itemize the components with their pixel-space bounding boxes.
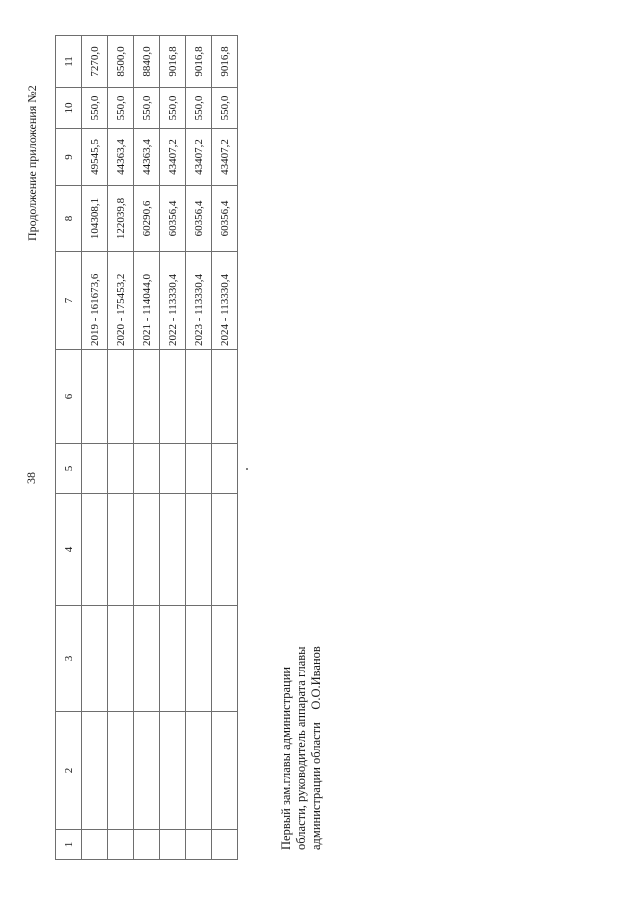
- table-row: [82, 36, 108, 860]
- table-cell: 104308,1: [82, 186, 108, 252]
- table-cell: [160, 494, 186, 606]
- table-cell: [134, 494, 160, 606]
- table-cell: 550,0: [186, 88, 212, 129]
- table-cell: [160, 830, 186, 860]
- signature-line: области, руководитель аппарата главы: [294, 646, 308, 850]
- table-cell: [160, 444, 186, 494]
- column-header: 8: [56, 186, 82, 252]
- table-cell: [82, 350, 108, 444]
- table-cell: [160, 350, 186, 444]
- table-cell: [108, 830, 134, 860]
- table-cell: [186, 444, 212, 494]
- column-header: 10: [56, 88, 82, 129]
- table-cell: 44363,4: [134, 129, 160, 186]
- table-cell: [160, 606, 186, 712]
- table-cell: [134, 712, 160, 830]
- column-header: 1: [56, 830, 82, 860]
- column-header: 5: [56, 444, 82, 494]
- table-cell: 550,0: [212, 88, 238, 129]
- table-cell: [82, 830, 108, 860]
- table-cell: 8500,0: [108, 36, 134, 88]
- table-cell: 43407,2: [186, 129, 212, 186]
- table-row: [186, 36, 212, 860]
- column-header: 3: [56, 606, 82, 712]
- table-cell: 60290,6: [134, 186, 160, 252]
- table-row: [108, 36, 134, 860]
- table-cell: [186, 494, 212, 606]
- table-cell: [82, 494, 108, 606]
- year-total-cell: 2020 - 175453,2: [108, 252, 134, 350]
- table-cell: [108, 350, 134, 444]
- table-cell: 60356,4: [212, 186, 238, 252]
- table-cell: [82, 444, 108, 494]
- table-cell: [134, 444, 160, 494]
- table-cell: [108, 606, 134, 712]
- table-cell: [134, 350, 160, 444]
- table-cell: [82, 606, 108, 712]
- table-cell: 43407,2: [160, 129, 186, 186]
- table-cell: 9016,8: [186, 36, 212, 88]
- column-header: 7: [56, 252, 82, 350]
- continuation-header: Продолжение приложения №2: [25, 85, 39, 241]
- table-cell: [134, 830, 160, 860]
- year-total-cell: 2022 - 113330,4: [160, 252, 186, 350]
- table-cell: 60356,4: [160, 186, 186, 252]
- column-header: 4: [56, 494, 82, 606]
- table-row: [160, 36, 186, 860]
- column-header: 11: [56, 36, 82, 88]
- table-cell: [212, 444, 238, 494]
- table-cell: [108, 712, 134, 830]
- table-cell: 550,0: [82, 88, 108, 129]
- stray-dot: [246, 468, 248, 470]
- table-cell: 550,0: [134, 88, 160, 129]
- table-cell: [108, 444, 134, 494]
- table-cell: 49545,5: [82, 129, 108, 186]
- table-cell: [108, 494, 134, 606]
- table-cell: 60356,4: [186, 186, 212, 252]
- table-cell: [212, 830, 238, 860]
- table-cell: [82, 712, 108, 830]
- table-cell: [212, 712, 238, 830]
- table-cell: 44363,4: [108, 129, 134, 186]
- table-cell: [186, 350, 212, 444]
- table-cell: 43407,2: [212, 129, 238, 186]
- table-cell: 8840,0: [134, 36, 160, 88]
- data-table: [55, 35, 238, 860]
- table-cell: [160, 712, 186, 830]
- table-cell: 7270,0: [82, 36, 108, 88]
- column-header: 9: [56, 129, 82, 186]
- table-row: [212, 36, 238, 860]
- table-cell: [186, 830, 212, 860]
- table-cell: 550,0: [108, 88, 134, 129]
- table-cell: [212, 606, 238, 712]
- table-cell: 122039,8: [108, 186, 134, 252]
- data-table-wrapper: [55, 36, 241, 860]
- table-cell: 550,0: [160, 88, 186, 129]
- table-cell: 9016,8: [212, 36, 238, 88]
- table-cell: [212, 350, 238, 444]
- column-header: 6: [56, 350, 82, 444]
- signature-line: администрации области О.О.Иванов: [309, 646, 323, 850]
- year-total-cell: 2023 - 113330,4: [186, 252, 212, 350]
- column-header: 2: [56, 712, 82, 830]
- table-cell: [186, 712, 212, 830]
- table-cell: [134, 606, 160, 712]
- year-total-cell: 2019 - 161673,6: [82, 252, 108, 350]
- page-number: 38: [24, 472, 38, 484]
- year-total-cell: 2024 - 113330,4: [212, 252, 238, 350]
- table-header-row: [56, 36, 82, 860]
- year-total-cell: 2021 - 114044,0: [134, 252, 160, 350]
- table-cell: 9016,8: [160, 36, 186, 88]
- signature-block: [279, 646, 324, 850]
- table-cell: [186, 606, 212, 712]
- table-row: [134, 36, 160, 860]
- table-cell: [212, 494, 238, 606]
- signature-line: Первый зам.главы администрации: [279, 666, 293, 850]
